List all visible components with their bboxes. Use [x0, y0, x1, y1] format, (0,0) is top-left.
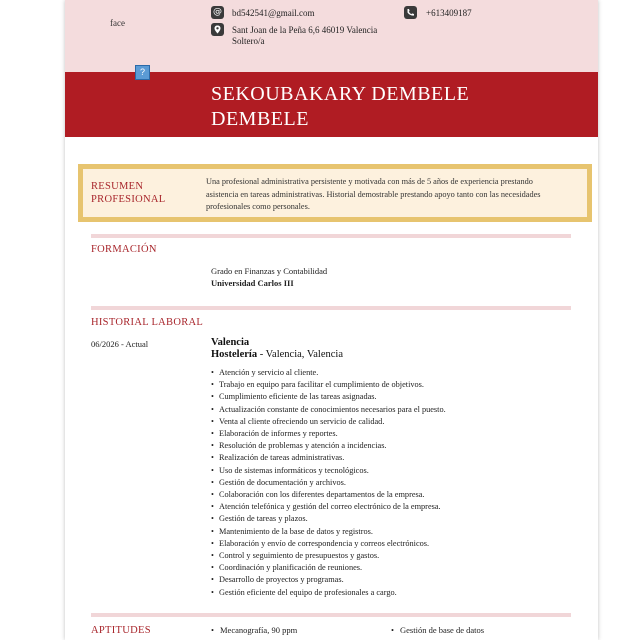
task-item: • Coordinación y planificación de reuniones.: [211, 562, 446, 574]
task-item: • Gestión de tareas y plazos.: [211, 513, 446, 525]
task-item: • Mantenimiento de la base de datos y registros.: [211, 526, 446, 538]
location-pin-icon: [211, 23, 224, 36]
name-line1: SEKOUBAKARY DEMBELE: [211, 83, 470, 105]
task-item: • Gestión eficiente del equipo de profesionales a cargo.: [211, 587, 446, 599]
phone-text: +613409187: [426, 8, 472, 18]
task-item: • Desarrollo de proyectos y programas.: [211, 574, 446, 586]
task-item: • Elaboración de informes y reportes.: [211, 428, 446, 440]
work-title: HISTORIAL LABORAL: [91, 317, 204, 328]
summary-title-line2: PROFESIONAL: [91, 194, 166, 205]
task-item: • Control y seguimiento de presupuestos y gastos.: [211, 550, 446, 562]
skill-item: • Mecanografía, 90 ppm: [211, 624, 297, 636]
phone-icon: [404, 6, 417, 19]
help-icon[interactable]: ?: [135, 65, 150, 80]
job-employer-line: [211, 349, 343, 360]
task-item: • Trabajo en equipo para facilitar el cumplimiento de objetivos.: [211, 379, 446, 391]
skills-title: APTITUDES: [91, 625, 151, 636]
skills-left-list: [211, 624, 297, 636]
photo-alt-text: face: [110, 18, 125, 28]
section-divider: [91, 613, 571, 617]
task-item: • Actualización constante de conocimientos necesarios para el puesto.: [211, 404, 446, 416]
skill-item: • Gestión de base de datos: [391, 624, 484, 636]
task-item: • Realización de tareas administrativas.: [211, 452, 446, 464]
section-divider: [91, 306, 571, 310]
section-divider: [91, 234, 571, 238]
task-item: • Venta al cliente ofreciendo un servicio de calidad.: [211, 416, 446, 428]
work-date: 06/2026 - Actual: [91, 339, 149, 349]
task-list: [211, 367, 446, 599]
name-line2: DEMBELE: [211, 108, 309, 130]
address-line1: Sant Joan de la Peña 6,6 46019 Valencia: [232, 25, 378, 35]
education-title: FORMACIÓN: [91, 244, 157, 255]
education-degree: Grado en Finanzas y Contabilidad: [211, 266, 328, 276]
at-icon: @: [213, 7, 222, 17]
task-item: • Cumplimiento eficiente de las tareas asignadas.: [211, 391, 446, 403]
task-item: • Gestión de documentación y archivos.: [211, 477, 446, 489]
summary-text: Una profesional administrativa persistente y motivada con más de 5 años de experiencia prestando asistencia en tareas administrativas. Historial demostrable prestando apoyo tanto con las necesidades profesionales como personales.: [206, 177, 541, 211]
education-school: Universidad Carlos III: [211, 278, 294, 288]
task-item: • Uso de sistemas informáticos y tecnológicos.: [211, 465, 446, 477]
profile-photo: [65, 0, 195, 72]
skills-right-list: [391, 624, 484, 636]
contact-header: [65, 0, 598, 72]
email-text: bd542541@gmail.com: [232, 8, 315, 18]
task-item: • Colaboración con los diferentes departamentos de la empresa.: [211, 489, 446, 501]
job-employer: Hostelería: [211, 349, 258, 360]
address-line2: Soltero/a: [232, 36, 265, 46]
summary-title: [91, 180, 165, 206]
job-location: - Valencia, Valencia: [257, 349, 343, 360]
task-item: • Elaboración y envío de correspondencia y correos electrónicos.: [211, 538, 446, 550]
task-item: • Atención y servicio al cliente.: [211, 367, 446, 379]
full-name: [211, 82, 581, 132]
summary-title-line1: RESUMEN: [91, 181, 144, 192]
job-title: Valencia: [211, 337, 250, 348]
task-item: • Atención telefónica y gestión del correo electrónico de la empresa.: [211, 501, 446, 513]
task-item: • Resolución de problemas y atención a incidencias.: [211, 440, 446, 452]
resume-page: [65, 0, 598, 640]
